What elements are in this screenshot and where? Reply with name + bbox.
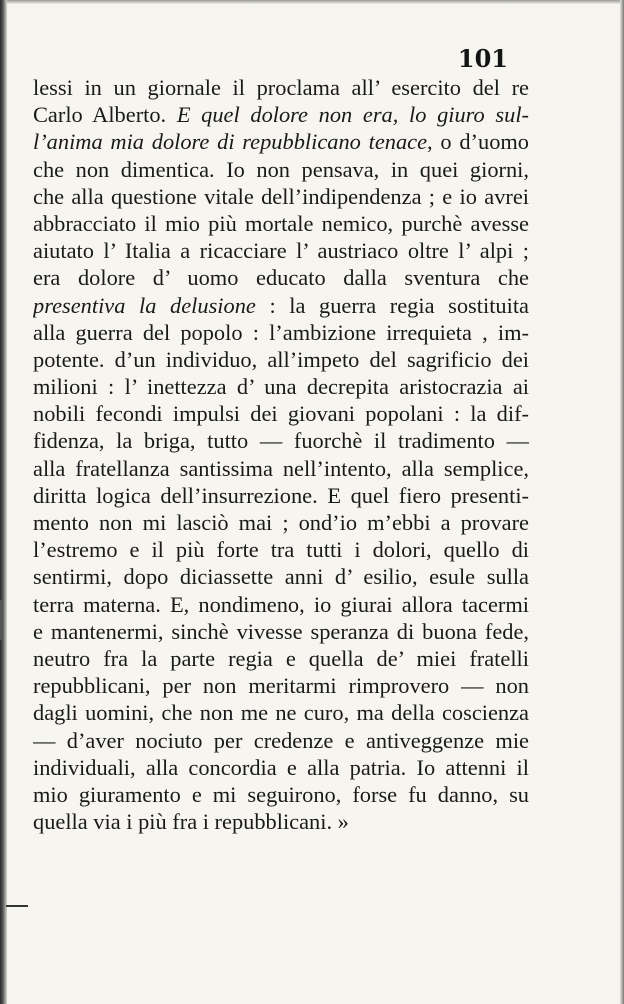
- text-segment: — d’aver nociuto per credenze e antiveggenze mie: [33, 727, 529, 753]
- scan-speck: [0, 600, 3, 640]
- text-line: [33, 156, 529, 183]
- text-segment: potente. d’un individuo, all’impeto del sagrificio dei: [33, 346, 529, 372]
- text-segment: dagli uomini, che non me ne curo, ma della coscienza: [33, 700, 529, 726]
- text-segment: aiutato l’ Italia a ricacciare l’ austriaco oltre l’ alpi ;: [33, 238, 529, 264]
- text-line: [33, 591, 529, 618]
- text-segment: milioni : l’ inettezza d’ una decrepita aristocrazia ai: [33, 374, 529, 400]
- text-segment: l’estremo e il più forte tra tutti i dolori, quello di: [33, 537, 529, 563]
- text-line: [33, 319, 529, 346]
- text-segment: : la guerra regia sostituita: [255, 292, 529, 318]
- text-segment: individuali, alla concordia e alla patria. Io attenni il: [33, 754, 529, 780]
- text-line: [33, 210, 529, 237]
- text-line: [33, 101, 529, 128]
- text-line: [33, 183, 529, 210]
- text-segment: mio giuramento e mi seguirono, forse fu danno, su: [33, 781, 529, 807]
- scan-speck: [6, 905, 28, 907]
- text-line: [33, 373, 529, 400]
- text-segment: diritta logica dell’insurrezione. E quel fiero presenti-: [33, 482, 529, 508]
- text-line: [33, 74, 529, 101]
- text-line: [33, 781, 529, 808]
- text-segment: alla fratellanza santissima nell’intento, alla semplice,: [33, 455, 529, 481]
- text-line: [33, 808, 529, 835]
- italic-text: presentiva la delusione: [33, 292, 256, 318]
- text-segment: , o d’uomo: [427, 129, 529, 155]
- text-line: [33, 699, 529, 726]
- text-segment: repubblicani, per non meritarmi rimprovero — non: [33, 673, 529, 699]
- text-line: [33, 645, 529, 672]
- text-segment: mento non mi lasciò mai ; ond’io m’ebbi a provare: [33, 510, 529, 535]
- italic-text: l’anima mia dolore di repubblicano tenace: [33, 129, 428, 155]
- text-segment: terra materna. E, nondimeno, io giurai allora tacermi: [33, 591, 529, 617]
- page-right-edge: [620, 0, 624, 1004]
- text-segment: alla guerra del popolo : l’ambizione irrequieta , im-: [33, 319, 529, 345]
- text-segment: quella via i più fra i repubblicani. »: [33, 809, 349, 835]
- text-segment: fidenza, la briga, tutto — fuorchè il tradimento —: [33, 428, 529, 454]
- text-line: [33, 427, 529, 454]
- page-top-edge: [0, 0, 624, 4]
- text-line: [33, 618, 529, 645]
- text-segment: Carlo Alberto.: [33, 102, 177, 128]
- text-segment: neutro fra la parte regia e quella de’ miei fratelli: [33, 645, 529, 671]
- text-segment: che alla questione vitale dell’indipendenza ; e io avrei: [33, 183, 529, 209]
- text-line: [33, 292, 529, 319]
- text-line: [33, 509, 529, 536]
- text-line: [33, 400, 529, 427]
- text-segment: nobili fecondi impulsi dei giovani popolani : la dif-: [33, 401, 529, 427]
- text-segment: era dolore d’ uomo educato dalla sventura che: [33, 265, 529, 291]
- text-segment: sentirmi, dopo diciassette anni d’ esilio, esule sulla: [33, 564, 529, 590]
- text-line: [33, 455, 529, 482]
- text-line: [33, 536, 529, 563]
- page-binding-edge: [0, 0, 7, 1004]
- text-line: [33, 128, 529, 155]
- text-segment: e mantenermi, sinchè vivesse speranza di buona fede,: [33, 618, 529, 644]
- text-segment: che non dimentica. Io non pensava, in quei giorni,: [33, 156, 529, 182]
- text-line: [33, 672, 529, 699]
- text-line: [33, 237, 529, 264]
- text-segment: abbracciato il mio più mortale nemico, purchè avesse: [33, 210, 529, 236]
- text-line: [33, 754, 529, 781]
- text-line: [33, 482, 529, 509]
- text-line: [33, 264, 529, 291]
- page-number: 101: [457, 44, 508, 73]
- text-segment: lessi in un giornale il proclama all’ esercito del re: [33, 75, 529, 100]
- text-line: [33, 346, 529, 373]
- body-text: [33, 74, 529, 835]
- text-line: [33, 727, 529, 754]
- text-line: [33, 563, 529, 590]
- italic-text: E quel dolore non era, lo giuro sul-: [176, 102, 529, 128]
